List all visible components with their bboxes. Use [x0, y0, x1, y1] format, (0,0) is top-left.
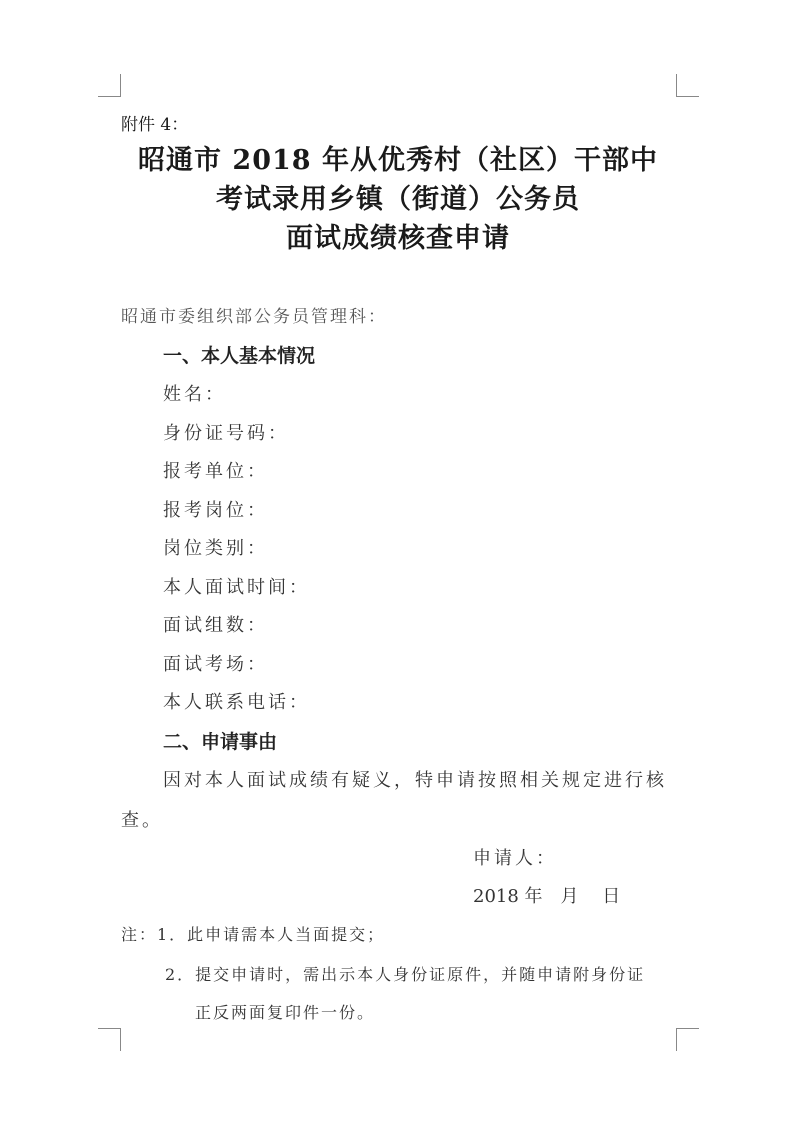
- crop-mark-bottom-left: [98, 1028, 121, 1051]
- field-position-category: 岗位类别：: [163, 538, 268, 559]
- note-line-3: 正反两面复印件一份。: [195, 1003, 376, 1022]
- attachment-label: 附件 4：: [121, 115, 189, 135]
- reason-text-line-2: 查。: [121, 810, 163, 831]
- title-line-1: 昭通市 2018 年从优秀村（社区）干部中: [138, 145, 658, 176]
- crop-mark-bottom-right: [676, 1028, 699, 1051]
- field-unit: 报考单位：: [163, 461, 268, 482]
- addressee: 昭通市委组织部公务员管理科：: [121, 307, 387, 327]
- title-line-2: 考试录用乡镇（街道）公务员: [216, 184, 580, 215]
- note-line-2: 2．提交申请时，需出示本人身份证原件，并随申请附身份证: [165, 965, 646, 984]
- field-phone: 本人联系电话：: [163, 692, 310, 713]
- field-id-number: 身份证号码：: [163, 423, 289, 444]
- section-heading-basic-info: 一、本人基本情况: [163, 345, 316, 367]
- field-interview-room: 面试考场：: [163, 654, 268, 675]
- note-line-1: 注：1．此申请需本人当面提交；: [121, 925, 386, 944]
- applicant-signature-label: 申请人：: [473, 848, 557, 869]
- crop-mark-top-left: [98, 74, 121, 97]
- field-name: 姓名：: [163, 384, 226, 405]
- reason-text-line-1: 因对本人面试成绩有疑义，特申请按照相关规定进行核: [163, 770, 667, 791]
- field-position: 报考岗位：: [163, 500, 268, 521]
- title-line-3: 面试成绩核查申请: [286, 223, 510, 254]
- field-interview-time: 本人面试时间：: [163, 577, 310, 598]
- field-interview-group: 面试组数：: [163, 615, 268, 636]
- crop-mark-top-right: [676, 74, 699, 97]
- date-line: 2018 年 月 日: [473, 886, 621, 907]
- section-heading-reason: 二、申请事由: [163, 731, 278, 753]
